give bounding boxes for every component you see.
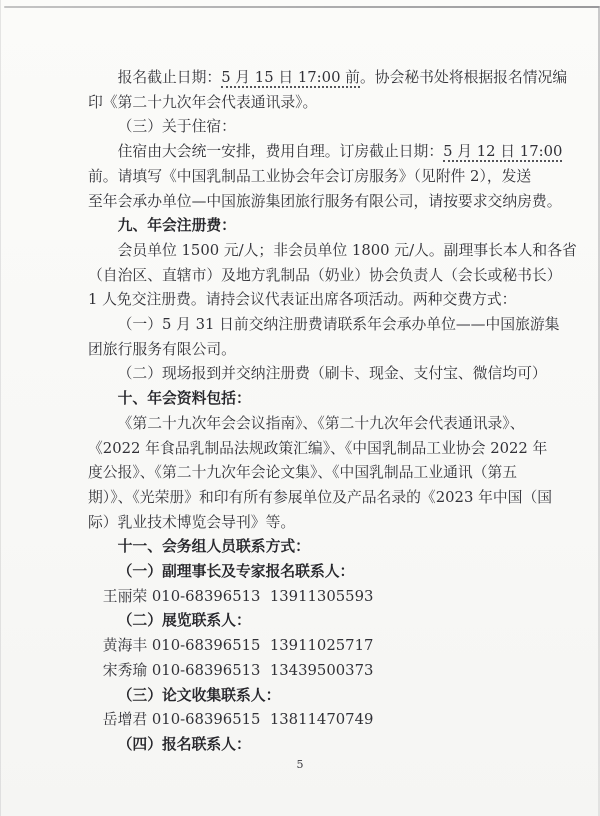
heading-contact-papers bbox=[88, 684, 548, 709]
text-segment: 《第二十九次年会会议指南》、《第二十九次年会代表通讯录》、 bbox=[117, 414, 525, 432]
contact-huanghaifeng bbox=[88, 634, 548, 659]
text-line bbox=[88, 239, 577, 264]
text-segment: 住宿由大会统一安排，费用自理。订房截止日期： bbox=[117, 143, 444, 161]
text-line bbox=[88, 140, 563, 165]
text-segment: 黄海丰 010-68396515 13911025717 bbox=[102, 637, 374, 655]
contact-songxiuyu bbox=[88, 659, 548, 684]
text-segment: 报名截止日期： bbox=[117, 69, 222, 86]
text-line bbox=[88, 412, 548, 437]
heading-contact-info bbox=[88, 535, 548, 560]
text-segment: （自治区、直辖市）及地方乳制品（奶业）协会负责人（会长或秘书长） bbox=[88, 266, 562, 284]
heading-conference-materials bbox=[88, 387, 548, 412]
text-segment: （四）报名联系人： bbox=[117, 735, 251, 753]
heading-contact-vice-chairman bbox=[88, 560, 548, 585]
scan-edge-left bbox=[0, 0, 1, 816]
page-number: 5 bbox=[296, 758, 304, 771]
text-segment: 岳增君 010-68396515 13811470749 bbox=[102, 711, 374, 729]
text-segment: 宋秀瑜 010-68396513 13439500373 bbox=[102, 661, 374, 679]
text-segment: 。协会秘书处将根据报名情况编 bbox=[359, 69, 568, 86]
text-segment: （三）论文收集联系人： bbox=[117, 686, 281, 704]
text-line bbox=[88, 190, 562, 215]
text-segment: 会员单位 1500 元/人；非会员单位 1800 元/人。副理事长本人和各省 bbox=[117, 241, 577, 259]
text-segment: 九、年会注册费： bbox=[117, 217, 236, 235]
heading-accommodation bbox=[88, 115, 548, 140]
text-segment: 度公报》、《第二十九次年会论文集》、《中国乳制品工业通讯（第五 bbox=[88, 464, 518, 482]
text-line bbox=[88, 486, 553, 511]
text-line bbox=[88, 165, 548, 190]
text-segment: 至年会承办单位—中国旅游集团旅行服务有限公司，请按要求交纳房费。 bbox=[88, 192, 562, 210]
text-line bbox=[88, 461, 548, 486]
heading-contact-registration bbox=[88, 733, 548, 758]
text-segment: 十、年会资料包括： bbox=[117, 390, 251, 408]
text-segment: 印《第二十九次年会代表通讯录》。 bbox=[88, 93, 318, 111]
text-segment: 团旅行服务有限公司。 bbox=[88, 340, 236, 358]
text-segment: 1 人免交注册费。请持会议代表证出席各项活动。两种交费方式： bbox=[88, 291, 517, 309]
contact-yuezengjun bbox=[88, 708, 548, 733]
heading-registration-fee bbox=[88, 214, 548, 239]
emphasized-date-text: 5 月 15 日 17:00 前 bbox=[221, 69, 360, 86]
text-segment: 《2022 年食品乳制品法规政策汇编》、《中国乳制品工业协会 2022 年 bbox=[88, 439, 548, 457]
document-body bbox=[88, 66, 577, 758]
text-segment: （一）5 月 31 日前交纳注册费请联系年会承办单位——中国旅游集 bbox=[117, 316, 560, 334]
text-line bbox=[88, 338, 548, 363]
text-segment: （三）关于住宿： bbox=[117, 118, 236, 136]
text-segment: 际）乳业技术博览会导刊》等。 bbox=[88, 513, 296, 531]
text-segment: （二）展览联系人： bbox=[117, 612, 251, 630]
text-line bbox=[88, 91, 548, 116]
text-segment: 十一、会务组人员联系方式： bbox=[117, 538, 310, 556]
text-line bbox=[88, 313, 560, 338]
text-line bbox=[88, 288, 548, 313]
emphasized-date-text: 5 月 12 日 17:00 bbox=[443, 143, 563, 161]
text-segment: 前。请填写《中国乳制品工业协会年会订房服务》（见附件 2），发送 bbox=[88, 167, 532, 185]
text-line bbox=[88, 437, 548, 462]
text-segment: （二）现场报到并交纳注册费（刷卡、现金、支付宝、微信均可） bbox=[117, 365, 547, 383]
text-segment: 王丽荣 010-68396513 13911305593 bbox=[102, 587, 374, 605]
text-line bbox=[88, 264, 562, 289]
text-segment: 期）》、《光荣册》和印有所有参展单位及产品名录的《2023 年中国（国 bbox=[88, 488, 553, 506]
text-line bbox=[88, 362, 548, 387]
para-registration-deadline bbox=[88, 66, 568, 91]
contact-wanglirong bbox=[88, 585, 548, 610]
text-line bbox=[88, 511, 548, 536]
scan-edge-top bbox=[4, 6, 600, 8]
text-segment: （一）副理事长及专家报名联系人： bbox=[117, 563, 355, 581]
heading-contact-exhibition bbox=[88, 609, 548, 634]
